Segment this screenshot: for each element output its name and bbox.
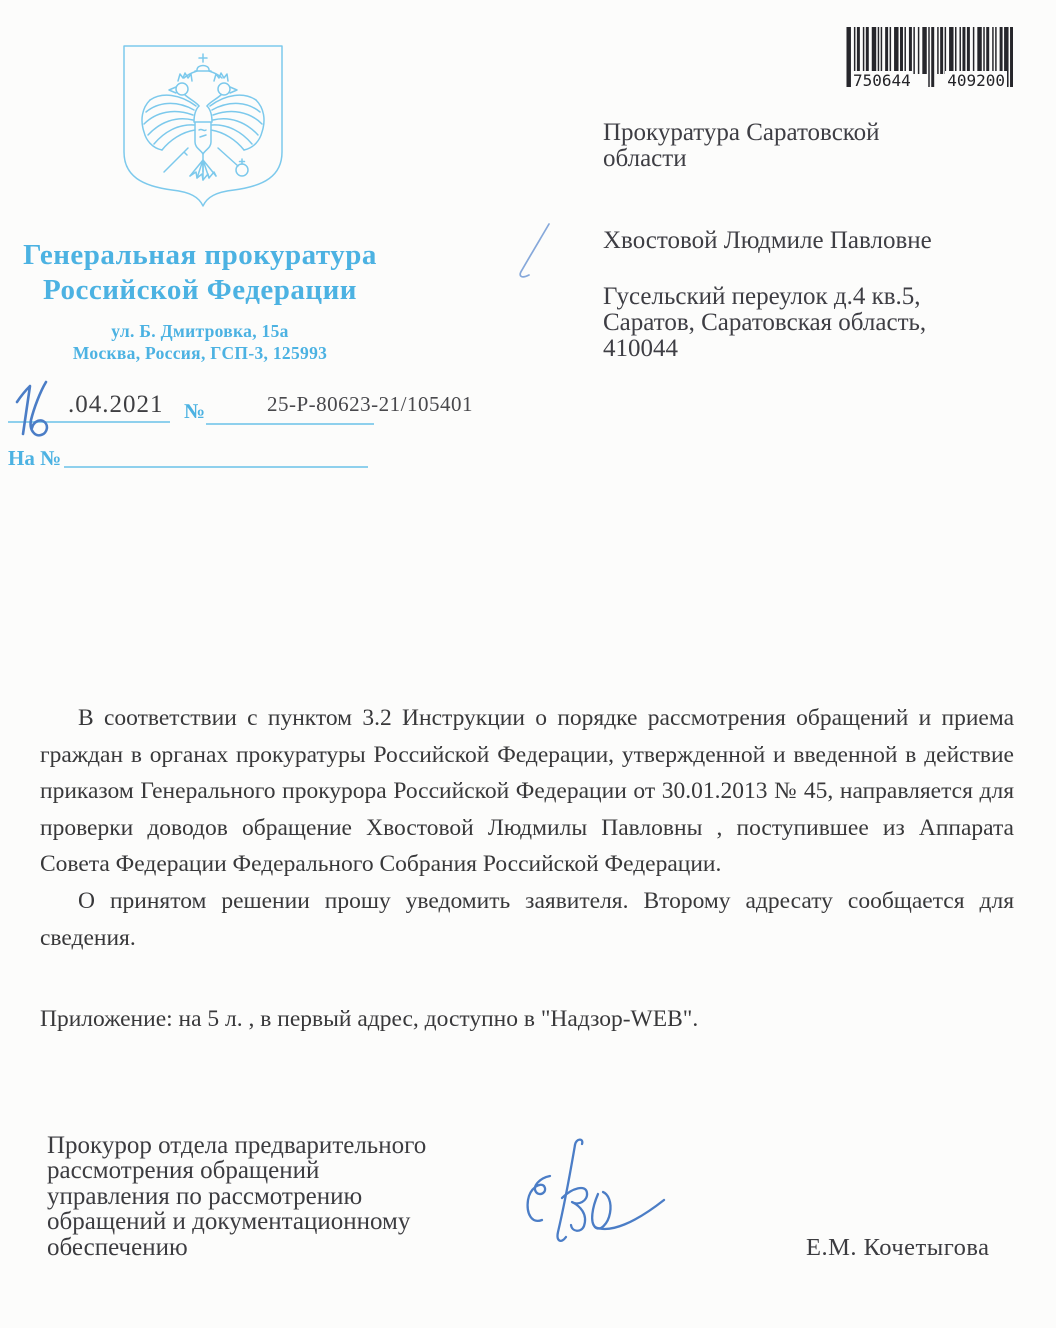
- number-sign-label: №: [184, 399, 206, 423]
- body-paragraph-1: В соответствии с пунктом 3.2 Инструкции о порядке рассмотрения обращений и приема граждан в органах прокуратуры Российской Федерации, утвержденной и введенной в действие приказом Генерального прокурора Российской Федерации от 30.01.2013 № 45, направляется для проверки доводов обращение Хвостовой Людмилы Павловны , поступившее из Аппарата Совета Федерации Федерального Собрания Российской Федерации.: [40, 705, 1014, 878]
- signature-scribble-icon: [498, 1136, 670, 1262]
- recipient-person: Хвостовой Людмиле Павловне: [603, 227, 932, 254]
- barcode-number: [845, 71, 1013, 91]
- handwritten-day-icon: [10, 380, 62, 440]
- org-name-line2: Российской Федерации: [42, 274, 357, 306]
- recipient-address-line2: Саратов, Саратовская область,: [603, 309, 927, 336]
- barcode: [845, 27, 1013, 95]
- signer-position-line3: управления по рассмотрению: [47, 1182, 363, 1210]
- recipient-org-line1: Прокуратура Саратовской: [603, 119, 880, 146]
- signer-position-block: [47, 1133, 527, 1260]
- recipient-block: [603, 120, 1033, 362]
- body-paragraph-2: О принятом решении прошу уведомить заявителя. Второму адресату сообщается для сведения.: [40, 887, 1014, 951]
- signer-position-line2: рассмотрения обращений: [47, 1157, 320, 1185]
- org-name-line1: Генеральная прокуратура: [23, 239, 377, 271]
- letter-body: [40, 700, 1014, 956]
- recipient-org-line2: области: [603, 145, 687, 172]
- outgoing-number: 25-Р-80623-21/105401: [267, 392, 473, 416]
- signer-position-line5: обеспечению: [47, 1233, 188, 1261]
- attachment-line: Приложение: на 5 л. , в первый адрес, доступно в "Надзор-WEB".: [40, 1006, 699, 1032]
- barcode-digits-right: 409200: [947, 71, 1005, 90]
- address-line2: Москва, Россия, ГСП-3, 125993: [72, 343, 328, 363]
- date-typed: .04.2021: [68, 391, 164, 418]
- coat-of-arms-icon: [118, 40, 288, 208]
- recipient-address-line1: Гусельский переулок д.4 кв.5,: [603, 283, 921, 310]
- signer-name: Е.М. Кочетыгова: [806, 1234, 990, 1261]
- reply-to-label: На №: [8, 446, 62, 470]
- pen-tick-mark-icon: [512, 220, 556, 284]
- signer-position-line1: Прокурор отдела предварительного: [47, 1132, 427, 1159]
- recipient-address-line3: 410044: [603, 335, 678, 362]
- letterhead-org-name: [0, 238, 400, 308]
- recipient-address: [603, 284, 1033, 362]
- signer-position-line4: обращений и документационному: [47, 1208, 411, 1236]
- recipient-org: [603, 120, 1033, 172]
- letterhead-address: [0, 320, 400, 364]
- address-line1: ул. Б. Дмитровка, 15а: [111, 321, 289, 341]
- barcode-digits-left: 750644: [853, 71, 911, 90]
- number-underline: [206, 423, 374, 425]
- reply-underline: [64, 466, 368, 468]
